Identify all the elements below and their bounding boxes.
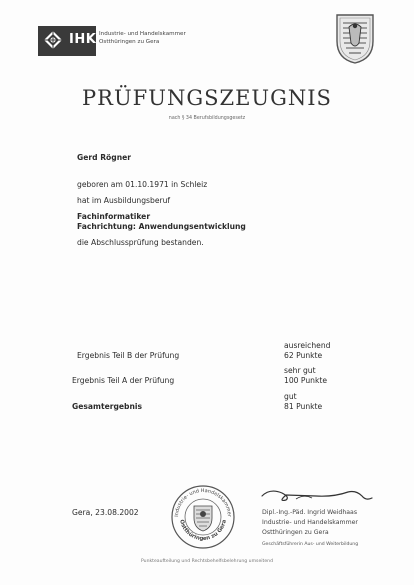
chamber-name-line1: Industrie- und Handelskammer	[99, 31, 186, 37]
stamp-text-bottom: Ostthüringen zu Gera	[178, 519, 228, 543]
signer-organization-line2: Ostthüringen zu Gera	[262, 529, 329, 536]
official-stamp	[170, 484, 236, 550]
candidate-name: Gerd Rögner	[77, 153, 132, 162]
result-total-grade: gut	[284, 392, 297, 401]
place-date: Gera, 23.08.2002	[72, 508, 139, 517]
training-line: hat im Ausbildungsberuf	[77, 196, 171, 205]
signer-role: Geschäftsführerin Aus- und Weiterbildung	[262, 542, 359, 547]
stamp-text-top: Industrie- und Handelskammer	[173, 487, 233, 517]
birth-line: geboren am 01.10.1971 in Schleiz	[77, 180, 208, 189]
result-part-a-label: Ergebnis Teil A der Prüfung	[72, 376, 175, 385]
result-part-a-grade: sehr gut	[284, 366, 316, 375]
result-part-b-points: 62 Punkte	[284, 351, 323, 360]
passed-line: die Abschlussprüfung bestanden.	[77, 238, 204, 247]
profession: Fachinformatiker	[77, 212, 151, 221]
specialization: Fachrichtung: Anwendungsentwicklung	[77, 222, 246, 231]
coat-of-arms-icon	[335, 13, 375, 65]
result-part-b-label: Ergebnis Teil B der Prüfung	[77, 351, 180, 360]
result-part-b-grade: ausreichend	[284, 341, 331, 350]
logo-text: IHK	[69, 32, 97, 47]
signer-organization-line1: Industrie- und Handelskammer	[262, 519, 358, 526]
chamber-name-line2: Ostthüringen zu Gera	[99, 39, 160, 45]
result-part-a-points: 100 Punkte	[284, 376, 328, 385]
document-title: PRÜFUNGSZEUGNIS	[82, 86, 332, 110]
signer-name: Dipl.-Ing.-Päd. Ingrid Weidhaas	[262, 509, 358, 516]
ihk-logo	[38, 26, 96, 56]
result-total-label: Gesamtergebnis	[72, 402, 143, 411]
diamond-icon	[44, 31, 62, 49]
handwritten-signature	[256, 484, 374, 506]
footer-note: Punkteaufteilung und Rechtsbehelfsbelehrung umseitend	[140, 559, 274, 564]
document-subtitle: nach § 34 Berufsbildungsgesetz	[168, 116, 246, 121]
result-total-points: 81 Punkte	[284, 402, 323, 411]
